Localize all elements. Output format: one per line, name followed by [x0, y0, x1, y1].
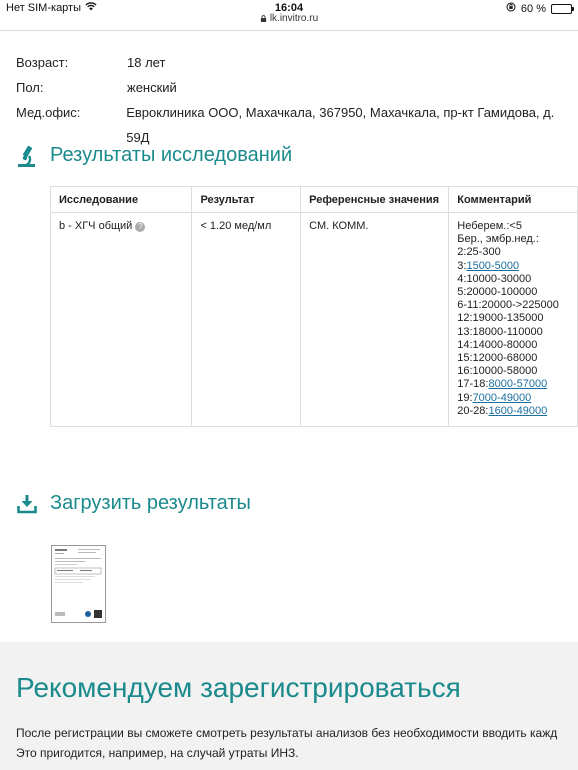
comment-line	[457, 299, 569, 312]
register-banner	[0, 642, 578, 770]
office-value: Евроклиника ООО, Махачкала, 367950, Махачкала, пр-кт Гамидова, д. 59Д	[126, 105, 555, 145]
comment-link[interactable]: 1500-5000	[466, 259, 520, 272]
col-header-comment: Комментарий	[449, 187, 578, 213]
comment-text: 13:18000-110000	[457, 325, 543, 338]
document-preview-icon	[52, 546, 105, 622]
download-heading	[16, 492, 251, 515]
comment-line	[457, 339, 569, 352]
comment-text: 20-28:	[457, 404, 489, 417]
comment-text: 12:19000-135000	[457, 312, 544, 325]
comment-line	[457, 378, 569, 391]
comment-line	[457, 352, 569, 365]
cell-test	[51, 213, 192, 427]
carrier-label: Нет SIM-карты	[6, 2, 82, 14]
comment-text: 5:20000-100000	[457, 286, 538, 299]
register-title: Рекомендуем зарегистрироваться	[16, 672, 461, 703]
download-title[interactable]: Загрузить результаты	[50, 492, 251, 514]
sex-label: Пол:	[16, 80, 44, 95]
results-heading	[16, 144, 292, 167]
comment-text: 14:14000-80000	[457, 338, 538, 351]
address-bar[interactable]	[0, 13, 578, 31]
comment-line	[457, 220, 569, 233]
comment-line	[457, 246, 569, 259]
comment-line	[457, 326, 569, 339]
comment-text: 15:12000-68000	[457, 352, 538, 365]
comment-text: Неберем.:<5	[457, 220, 522, 232]
comment-text: 6-11:20000->225000	[457, 299, 559, 312]
age-value: 18 лет	[127, 55, 166, 70]
table-row	[51, 213, 578, 427]
comment-line	[457, 365, 569, 378]
cell-reference: СМ. КОММ.	[301, 213, 449, 427]
comment-text: 4:10000-30000	[457, 272, 532, 285]
comment-link[interactable]: 1600-49000	[488, 404, 548, 417]
battery-icon	[551, 4, 572, 14]
comment-link[interactable]: 7000-49000	[472, 391, 532, 404]
comment-line	[457, 260, 569, 273]
url-text: lk.invitro.ru	[269, 13, 319, 24]
clock: 16:04	[274, 2, 304, 14]
office-row	[16, 100, 578, 150]
age-label: Возраст:	[16, 55, 69, 70]
results-title: Результаты исследований	[50, 144, 293, 166]
comment-line	[457, 286, 569, 299]
result-document-thumbnail[interactable]	[51, 545, 106, 623]
results-table	[50, 186, 578, 427]
download-icon	[16, 493, 38, 515]
age-row	[16, 50, 578, 75]
comment-text: 19:	[457, 391, 473, 404]
comment-text: 17-18:	[457, 378, 489, 391]
comment-line	[457, 312, 569, 325]
register-text-2: Это пригодится, например, на случай утраты ИНЗ.	[16, 746, 299, 760]
patient-info	[16, 50, 578, 150]
sex-value: женский	[127, 80, 177, 95]
comment-link[interactable]: 8000-57000	[488, 378, 548, 391]
col-header-test: Исследование	[51, 187, 192, 213]
lock-icon	[260, 15, 267, 22]
col-header-reference: Референсные значения	[301, 187, 449, 213]
comment-text: Бер., эмбр.нед.:	[457, 233, 539, 246]
cell-result: < 1.20 мед/мл	[192, 213, 301, 427]
comment-text: 16:10000-58000	[457, 365, 538, 378]
comment-text: 2:25-300	[457, 246, 501, 259]
microscope-icon	[16, 145, 38, 167]
comment-text: 3:	[457, 259, 467, 272]
comment-line	[457, 392, 569, 405]
col-header-result: Результат	[192, 187, 301, 213]
cell-comment	[449, 213, 578, 427]
help-icon[interactable]: ?	[135, 222, 145, 232]
battery-percent: 60 %	[520, 2, 546, 15]
register-text-1: После регистрации вы сможете смотреть результаты анализов без необходимости вводить кажд	[16, 726, 558, 740]
office-label: Мед.офис:	[16, 105, 81, 120]
comment-line	[457, 405, 569, 418]
test-name: b - ХГЧ общий	[59, 220, 133, 232]
comment-line	[457, 273, 569, 286]
table-header-row	[51, 187, 578, 213]
sex-row	[16, 75, 578, 100]
comment-line	[457, 233, 569, 246]
